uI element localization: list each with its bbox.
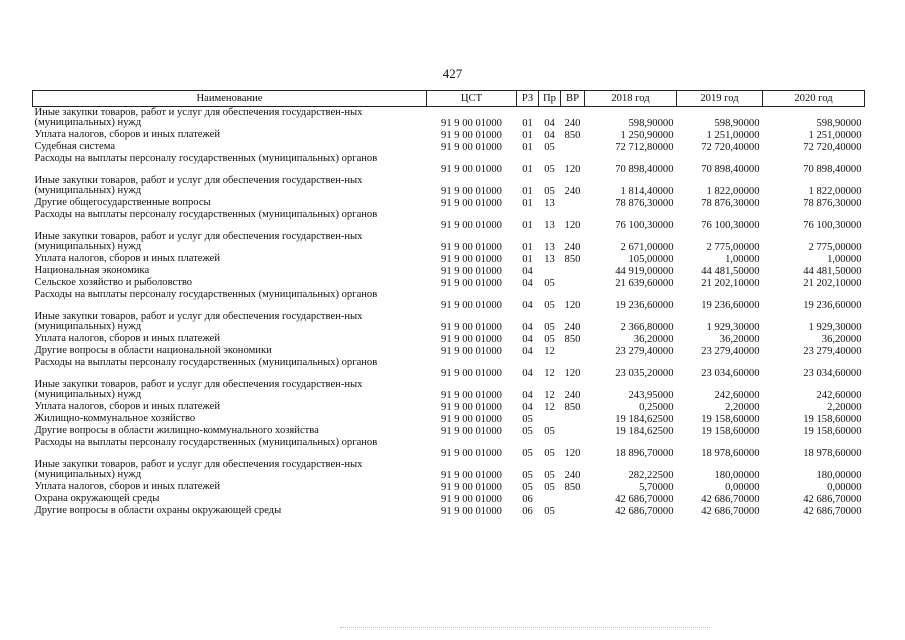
table-row [33, 277, 865, 289]
cell-name: Расходы на выплаты персоналу государственных (муниципальных) органов [34, 289, 378, 300]
cell-rz: 01 [522, 254, 533, 266]
cell-vr [561, 413, 585, 425]
table-header-row [33, 91, 865, 107]
cell-pr: 13 [544, 254, 555, 266]
table-row [33, 413, 865, 425]
cell-vr: 120 [564, 220, 581, 232]
cell-y2019: 23 279,40000 [701, 346, 760, 358]
cell-rz: 04 [522, 346, 533, 358]
cell-y2018: 2 366,80000 [620, 322, 674, 334]
cell-y2018: 72 712,80000 [615, 142, 674, 154]
cell-vr: 240 [564, 242, 581, 254]
cell-y2020: 19 158,60000 [803, 426, 862, 438]
cell-y2019: 0,00000 [725, 482, 760, 494]
cell-pr: 12 [544, 402, 555, 414]
cell-name: Расходы на выплаты персоналу государственных (муниципальных) органов [34, 357, 378, 368]
cell-cst: 91 9 00 01000 [441, 414, 502, 426]
cell-rz: 04 [522, 278, 533, 290]
cell-y2019: 70 898,40000 [701, 164, 760, 176]
cell-y2018: 78 876,30000 [615, 198, 674, 210]
cell-y2020: 42 686,70000 [803, 506, 862, 518]
cell-y2019: 19 158,60000 [701, 414, 760, 426]
cell-cst: 91 9 00 01000 [441, 278, 502, 290]
cell-pr: 04 [544, 118, 555, 130]
cell-y2019: 1 251,00000 [706, 130, 760, 142]
cell-y2020: 18 978,60000 [803, 448, 862, 460]
cell-rz: 01 [522, 220, 533, 232]
cell-cst: 91 9 00 01000 [441, 334, 502, 346]
cell-pr: 12 [544, 368, 555, 380]
cell-pr: 05 [544, 426, 555, 438]
cell-name: Расходы на выплаты персоналу государственных (муниципальных) органов [34, 437, 378, 448]
cell-cst: 91 9 00 01000 [441, 300, 502, 312]
cell-vr: 240 [564, 322, 581, 334]
cell-vr: 240 [564, 186, 581, 198]
cell-y2019: 76 100,30000 [701, 220, 760, 232]
cell-cst: 91 9 00 01000 [441, 390, 502, 402]
cell-vr: 850 [564, 254, 581, 266]
cell-rz: 06 [522, 494, 533, 506]
cell-rz: 01 [522, 142, 533, 154]
table-row [33, 141, 865, 153]
cell-y2020: 42 686,70000 [803, 494, 862, 506]
cell-rz: 01 [522, 118, 533, 130]
cell-y2020: 44 481,50000 [803, 266, 862, 278]
cell-y2019: 44 481,50000 [701, 266, 760, 278]
cell-name: Иные закупки товаров, работ и услуг для обеспечения государствен-ных (муниципальных) нужд [34, 379, 363, 400]
table-row [33, 153, 865, 175]
cell-vr [561, 141, 585, 153]
cell-cst: 91 9 00 01000 [441, 186, 502, 198]
table-row [33, 345, 865, 357]
cell-y2018: 5,70000 [639, 482, 674, 494]
cell-y2020: 1,00000 [827, 254, 862, 266]
cell-cst: 91 9 00 01000 [441, 494, 502, 506]
cell-y2018: 19 184,62500 [615, 426, 674, 438]
cell-pr: 05 [544, 300, 555, 312]
cell-pr: 05 [544, 164, 555, 176]
cell-pr: 05 [544, 278, 555, 290]
cell-name: Уплата налогов, сборов и иных платежей [34, 129, 221, 140]
cell-y2020: 0,00000 [827, 482, 862, 494]
cell-pr: 13 [544, 220, 555, 232]
cell-vr: 120 [564, 164, 581, 176]
cell-pr: 12 [544, 346, 555, 358]
cell-y2018: 42 686,70000 [615, 494, 674, 506]
cell-y2020: 21 202,10000 [803, 278, 862, 290]
cell-rz: 05 [522, 414, 533, 426]
cell-cst: 91 9 00 01000 [441, 242, 502, 254]
cell-rz: 05 [522, 482, 533, 494]
cell-pr: 13 [544, 242, 555, 254]
header-2020: 2020 год [763, 91, 865, 107]
cell-y2018: 2 671,00000 [620, 242, 674, 254]
cell-y2020: 72 720,40000 [803, 142, 862, 154]
cell-y2019: 78 876,30000 [701, 198, 760, 210]
table-row [33, 209, 865, 231]
cell-rz: 01 [522, 186, 533, 198]
cell-y2018: 105,00000 [628, 254, 674, 266]
cell-y2020: 2,20000 [827, 402, 862, 414]
cell-vr: 240 [564, 118, 581, 130]
cell-name: Судебная система [34, 141, 116, 152]
cell-vr [561, 265, 585, 277]
cell-name: Другие вопросы в области жилищно-коммунального хозяйства [34, 425, 319, 436]
cell-y2018: 19 236,60000 [615, 300, 674, 312]
cell-y2019: 42 686,70000 [701, 506, 760, 518]
cell-rz: 04 [522, 322, 533, 334]
cell-vr [561, 277, 585, 289]
table-row [33, 379, 865, 401]
table-row [33, 231, 865, 253]
cell-y2020: 242,60000 [816, 390, 862, 402]
cell-y2018: 282,22500 [628, 470, 674, 482]
cell-vr: 240 [564, 470, 581, 482]
cell-y2020: 598,90000 [816, 118, 862, 130]
cell-y2019: 19 158,60000 [701, 426, 760, 438]
cell-vr [561, 345, 585, 357]
cell-vr [561, 425, 585, 437]
header-rz: РЗ [517, 91, 539, 107]
cell-y2020: 19 158,60000 [803, 414, 862, 426]
cell-name: Иные закупки товаров, работ и услуг для обеспечения государствен-ных (муниципальных) нужд [34, 231, 363, 252]
cell-vr: 850 [564, 130, 581, 142]
cell-y2018: 18 896,70000 [615, 448, 674, 460]
scan-artifact-line [340, 627, 710, 629]
table-row [33, 493, 865, 505]
cell-y2020: 1 929,30000 [808, 322, 862, 334]
table-row [33, 175, 865, 197]
cell-y2019: 2,20000 [725, 402, 760, 414]
cell-y2019: 1 822,00000 [706, 186, 760, 198]
cell-name: Иные закупки товаров, работ и услуг для обеспечения государствен-ных (муниципальных) нужд [34, 459, 363, 480]
cell-pr: 05 [544, 322, 555, 334]
table-row [33, 265, 865, 277]
cell-y2018: 76 100,30000 [615, 220, 674, 232]
cell-y2020: 36,20000 [821, 334, 862, 346]
cell-pr: 12 [544, 390, 555, 402]
cell-vr: 120 [564, 368, 581, 380]
cell-rz: 01 [522, 130, 533, 142]
cell-rz: 04 [522, 402, 533, 414]
cell-name: Другие общегосударственные вопросы [34, 197, 211, 208]
cell-y2018: 0,25000 [639, 402, 674, 414]
cell-cst: 91 9 00 01000 [441, 402, 502, 414]
cell-name: Охрана окружающей среды [34, 493, 160, 504]
cell-rz: 01 [522, 164, 533, 176]
cell-cst: 91 9 00 01000 [441, 142, 502, 154]
cell-cst: 91 9 00 01000 [441, 448, 502, 460]
cell-y2019: 42 686,70000 [701, 494, 760, 506]
cell-y2019: 21 202,10000 [701, 278, 760, 290]
cell-y2019: 36,20000 [719, 334, 760, 346]
cell-cst: 91 9 00 01000 [441, 220, 502, 232]
table-body [33, 107, 865, 518]
cell-rz: 04 [522, 368, 533, 380]
cell-y2019: 19 236,60000 [701, 300, 760, 312]
table-row [33, 311, 865, 333]
cell-cst: 91 9 00 01000 [441, 368, 502, 380]
cell-rz: 01 [522, 198, 533, 210]
table-row [33, 289, 865, 311]
cell-cst: 91 9 00 01000 [441, 482, 502, 494]
table-row [33, 357, 865, 379]
table-row [33, 459, 865, 481]
header-name: Наименование [33, 91, 427, 107]
table-row [33, 437, 865, 459]
cell-pr: 05 [544, 334, 555, 346]
header-2019: 2019 год [677, 91, 763, 107]
cell-rz: 05 [522, 448, 533, 460]
cell-vr: 120 [564, 300, 581, 312]
table-row [33, 333, 865, 345]
cell-y2020: 23 279,40000 [803, 346, 862, 358]
cell-name: Национальная экономика [34, 265, 150, 276]
cell-cst: 91 9 00 01000 [441, 346, 502, 358]
table-row [33, 129, 865, 141]
table-row [33, 401, 865, 413]
cell-rz: 04 [522, 266, 533, 278]
cell-rz: 06 [522, 506, 533, 518]
cell-y2018: 23 035,20000 [615, 368, 674, 380]
cell-cst: 91 9 00 01000 [441, 164, 502, 176]
cell-pr: 05 [544, 186, 555, 198]
cell-name: Уплата налогов, сборов и иных платежей [34, 481, 221, 492]
cell-y2019: 242,60000 [714, 390, 760, 402]
cell-pr: 05 [544, 142, 555, 154]
table-row [33, 253, 865, 265]
cell-y2020: 180,00000 [816, 470, 862, 482]
table-row [33, 481, 865, 493]
cell-y2020: 1 822,00000 [808, 186, 862, 198]
cell-rz: 04 [522, 300, 533, 312]
cell-name: Уплата налогов, сборов и иных платежей [34, 253, 221, 264]
cell-cst: 91 9 00 01000 [441, 130, 502, 142]
cell-y2020: 78 876,30000 [803, 198, 862, 210]
cell-pr: 04 [544, 130, 555, 142]
cell-rz: 04 [522, 334, 533, 346]
cell-name: Иные закупки товаров, работ и услуг для обеспечения государствен-ных (муниципальных) нужд [34, 107, 363, 128]
cell-y2018: 44 919,00000 [615, 266, 674, 278]
cell-y2020: 19 236,60000 [803, 300, 862, 312]
cell-y2020: 76 100,30000 [803, 220, 862, 232]
cell-y2018: 19 184,62500 [615, 414, 674, 426]
cell-name: Уплата налогов, сборов и иных платежей [34, 333, 221, 344]
cell-pr: 05 [544, 448, 555, 460]
cell-pr [539, 265, 561, 277]
cell-y2019: 598,90000 [714, 118, 760, 130]
page-number: 427 [442, 66, 463, 81]
cell-pr: 05 [544, 470, 555, 482]
cell-y2019: 1,00000 [725, 254, 760, 266]
cell-vr [561, 493, 585, 505]
cell-name: Жилищно-коммунальное хозяйство [34, 413, 196, 424]
cell-name: Другие вопросы в области национальной экономики [34, 345, 272, 356]
table-row [33, 107, 865, 130]
cell-name: Другие вопросы в области охраны окружающей среды [34, 505, 282, 516]
cell-y2020: 2 775,00000 [808, 242, 862, 254]
header-vr: ВР [561, 91, 585, 107]
cell-cst: 91 9 00 01000 [441, 506, 502, 518]
cell-name: Иные закупки товаров, работ и услуг для обеспечения государствен-ных (муниципальных) нужд [34, 175, 363, 196]
table-row [33, 425, 865, 437]
header-2018: 2018 год [585, 91, 677, 107]
cell-pr [539, 413, 561, 425]
cell-cst: 91 9 00 01000 [441, 266, 502, 278]
cell-cst: 91 9 00 01000 [441, 118, 502, 130]
cell-rz: 04 [522, 390, 533, 402]
cell-y2018: 23 279,40000 [615, 346, 674, 358]
header-pr: Пр [539, 91, 561, 107]
cell-y2018: 42 686,70000 [615, 506, 674, 518]
cell-y2020: 70 898,40000 [803, 164, 862, 176]
cell-pr: 13 [544, 198, 555, 210]
cell-y2018: 21 639,60000 [615, 278, 674, 290]
cell-cst: 91 9 00 01000 [441, 198, 502, 210]
cell-name: Иные закупки товаров, работ и услуг для обеспечения государствен-ных (муниципальных) нужд [34, 311, 363, 332]
cell-y2020: 1 251,00000 [808, 130, 862, 142]
cell-vr: 120 [564, 448, 581, 460]
cell-vr: 240 [564, 390, 581, 402]
cell-y2020: 23 034,60000 [803, 368, 862, 380]
cell-y2018: 70 898,40000 [615, 164, 674, 176]
cell-y2019: 18 978,60000 [701, 448, 760, 460]
cell-y2019: 23 034,60000 [701, 368, 760, 380]
cell-y2018: 1 814,40000 [620, 186, 674, 198]
cell-vr: 850 [564, 482, 581, 494]
cell-rz: 05 [522, 470, 533, 482]
cell-vr: 850 [564, 334, 581, 346]
cell-y2018: 36,20000 [633, 334, 674, 346]
cell-pr: 05 [544, 482, 555, 494]
cell-vr [561, 197, 585, 209]
cell-pr: 05 [544, 506, 555, 518]
cell-name: Расходы на выплаты персоналу государственных (муниципальных) органов [34, 153, 378, 164]
table-row [33, 197, 865, 209]
cell-y2019: 1 929,30000 [706, 322, 760, 334]
cell-name: Сельское хозяйство и рыболовство [34, 277, 193, 288]
cell-vr [561, 505, 585, 517]
budget-table [32, 90, 865, 517]
cell-y2019: 180,00000 [714, 470, 760, 482]
cell-y2018: 243,95000 [628, 390, 674, 402]
cell-y2019: 72 720,40000 [701, 142, 760, 154]
cell-cst: 91 9 00 01000 [441, 470, 502, 482]
cell-y2019: 2 775,00000 [706, 242, 760, 254]
cell-cst: 91 9 00 01000 [441, 426, 502, 438]
cell-cst: 91 9 00 01000 [441, 322, 502, 334]
cell-name: Уплата налогов, сборов и иных платежей [34, 401, 221, 412]
cell-y2018: 598,90000 [628, 118, 674, 130]
cell-name: Расходы на выплаты персоналу государственных (муниципальных) органов [34, 209, 378, 220]
cell-y2018: 1 250,90000 [620, 130, 674, 142]
header-cst: ЦСТ [427, 91, 517, 107]
cell-cst: 91 9 00 01000 [441, 254, 502, 266]
table-row [33, 505, 865, 517]
cell-pr [539, 493, 561, 505]
cell-rz: 05 [522, 426, 533, 438]
cell-rz: 01 [522, 242, 533, 254]
cell-vr: 850 [564, 402, 581, 414]
